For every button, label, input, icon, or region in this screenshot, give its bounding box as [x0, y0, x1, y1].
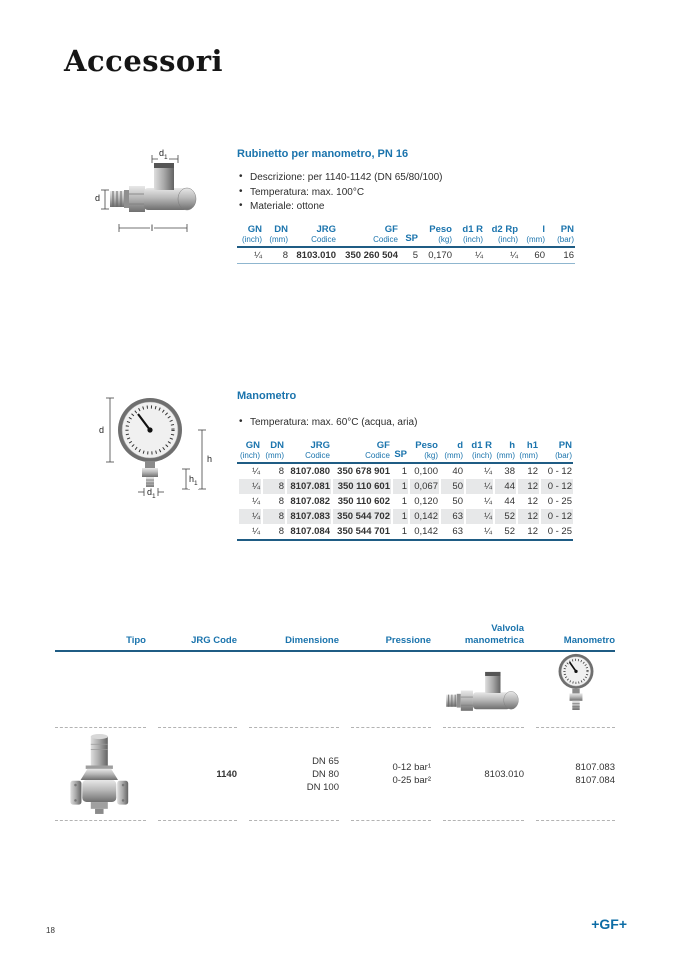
cell: 63 — [439, 509, 464, 524]
page-number: 18 — [46, 926, 55, 935]
manometro-code-value: 8107.083 — [575, 762, 615, 773]
col-header: h (mm) — [493, 441, 516, 464]
valvola-manometrica-cell — [443, 728, 524, 821]
table-row — [237, 524, 573, 540]
col-header: l (mm) — [519, 225, 546, 248]
cell: 8 — [278, 466, 284, 477]
cell: ¼ — [237, 479, 261, 494]
col-header: GN (inch) — [237, 225, 263, 248]
rubinetto-figure — [94, 150, 234, 238]
jrg-code-cell — [158, 728, 237, 821]
cell: 8 — [261, 479, 285, 494]
pressure-reducing-valve-photo — [67, 730, 135, 818]
cell: 12 — [516, 509, 539, 524]
col-header: JRG Codice — [289, 225, 337, 248]
cell: ¼ — [484, 247, 519, 264]
cell: ¼ — [252, 466, 260, 477]
photo-cell-empty — [158, 652, 237, 728]
cell: 0 - 12 — [539, 479, 573, 494]
manometro-code-value: 8107.084 — [575, 775, 615, 786]
col-header: DN (mm) — [263, 225, 289, 248]
dim-label-d: d — [99, 425, 105, 435]
cell: ¼ — [252, 496, 260, 507]
cell: 12 — [527, 496, 538, 507]
cell: 12 — [516, 524, 539, 540]
selection-col-jrg-code: JRG Code — [191, 635, 237, 646]
cell: ¼ — [464, 509, 493, 524]
dim-label-d1: $d_1$ — [159, 148, 168, 161]
col-header: h1 (mm) — [516, 441, 539, 464]
cell: 350 110 602 — [337, 496, 390, 507]
cell: 8 — [261, 524, 285, 540]
photo-cell-empty — [249, 652, 339, 728]
cell: 0,120 — [414, 496, 438, 507]
cell: 8 — [263, 247, 289, 264]
col-header: Peso (kg) — [419, 225, 453, 248]
table-row — [237, 509, 573, 524]
cell: 1 — [391, 524, 408, 540]
cell: 5 — [399, 247, 419, 264]
cell: 38 — [504, 466, 515, 477]
rubinetto-spec-table — [237, 225, 575, 265]
cell: 52 — [493, 524, 516, 540]
manometro-spec-table — [237, 441, 573, 542]
manometro-figure — [96, 388, 216, 500]
dimensione-value: DN 80 — [312, 768, 339, 780]
cell: ¼ — [484, 496, 492, 507]
selection-col-tipo: Tipo — [126, 635, 146, 646]
cell: ¼ — [237, 247, 263, 264]
col-header: PN (bar) — [546, 225, 575, 248]
pressione-value: 0-25 bar² — [392, 775, 431, 786]
cell: 0,142 — [408, 509, 439, 524]
col-header: SP — [399, 225, 419, 248]
page-title: Accessori — [64, 44, 224, 78]
manometro-cell — [536, 728, 615, 821]
cell: 50 — [439, 479, 464, 494]
col-header: d1 R (inch) — [453, 225, 484, 248]
cell: 8107.084 — [285, 524, 331, 540]
col-header: d2 Rp (inch) — [484, 225, 519, 248]
cell: 40 — [452, 466, 463, 477]
cell: 12 — [516, 479, 539, 494]
cell: ¼ — [237, 509, 261, 524]
pressure-gauge-photo — [553, 652, 599, 722]
pressione-cell — [351, 728, 431, 821]
cell: 8107.082 — [290, 496, 330, 507]
cell: 350 110 601 — [331, 479, 391, 494]
cell: 63 — [439, 524, 464, 540]
col-header: d1 R (inch) — [464, 441, 493, 464]
cell: ¼ — [484, 466, 492, 477]
cell: 1 — [391, 479, 408, 494]
cell: 60 — [519, 247, 546, 264]
bullet-item: • Descrizione: per 1140-1142 (DN 65/80/100) — [239, 171, 582, 186]
col-header: GN (inch) — [237, 441, 261, 464]
dimensione-value: DN 65 — [312, 755, 339, 767]
valvola-manometrica-photo — [443, 652, 524, 728]
bullet-item: • Temperatura: max. 60°C (acqua, aria) — [239, 416, 582, 431]
valvola-code-value: 8103.010 — [484, 768, 524, 780]
rubinetto-content — [237, 148, 582, 264]
jrg-code-value: 1140 — [216, 768, 237, 780]
col-header: SP — [391, 441, 408, 464]
manometro-heading: Manometro — [237, 390, 297, 402]
cell: 1 — [391, 509, 408, 524]
cell: 0,142 — [408, 524, 439, 540]
cell: 52 — [493, 509, 516, 524]
manometro-bullets — [239, 416, 582, 431]
bullet-item: • Materiale: ottone — [239, 200, 582, 215]
cell: 0 - 25 — [539, 524, 573, 540]
dim-label-h: h — [207, 454, 213, 464]
cell: ¼ — [464, 524, 493, 540]
col-header: JRG Codice — [285, 441, 331, 464]
cell: 350 544 701 — [331, 524, 391, 540]
cell: 8107.083 — [285, 509, 331, 524]
dimensione-cell — [249, 728, 339, 821]
dimensione-value: DN 100 — [306, 781, 339, 793]
selection-col-dimensione: Dimensione — [285, 635, 339, 646]
cell: 350 260 504 — [337, 247, 399, 264]
cell: 8103.010 — [289, 247, 337, 264]
col-header: GF Codice — [331, 441, 391, 464]
rubinetto-bullets — [239, 171, 582, 215]
cell: 1 — [401, 466, 407, 477]
manometro-photo — [536, 652, 615, 728]
cell: 1 — [401, 496, 407, 507]
cell: 0,067 — [408, 479, 439, 494]
col-header: GF Codice — [337, 225, 399, 248]
table-row — [237, 479, 573, 494]
cell: 12 — [527, 466, 538, 477]
cell: ¼ — [453, 247, 484, 264]
cell: 16 — [546, 247, 575, 264]
table-row — [237, 494, 573, 509]
cell: 0 - 25 — [547, 496, 572, 507]
cell: ¼ — [464, 479, 493, 494]
cell: 44 — [493, 479, 516, 494]
photo-cell-empty — [55, 652, 146, 728]
bullet-item: • Temperatura: max. 100°C — [239, 186, 582, 201]
cell: 0,100 — [414, 466, 438, 477]
selection-col-pressione: Pressione — [385, 635, 431, 646]
cell: 0,170 — [419, 247, 453, 264]
tipo-1140-photo — [55, 728, 146, 821]
cell: 50 — [452, 496, 463, 507]
table-header-row — [237, 225, 575, 248]
photo-cell-empty — [351, 652, 431, 728]
cell: 8 — [278, 496, 284, 507]
cell: 8107.081 — [285, 479, 331, 494]
col-header: Peso (kg) — [408, 441, 439, 464]
dim-label-l: l — [151, 223, 153, 233]
dim-label-h1: $h_1$ — [189, 474, 198, 487]
col-header: DN (mm) — [261, 441, 285, 464]
cell: 350 678 901 — [337, 466, 390, 477]
gauge-valve-photo — [443, 664, 524, 722]
cell: 44 — [504, 496, 515, 507]
cell: 350 544 702 — [331, 509, 391, 524]
cell: 8 — [261, 509, 285, 524]
cell: ¼ — [237, 524, 261, 540]
selection-col-valvola: Valvola manometrica — [464, 623, 524, 646]
selection-table — [55, 623, 625, 821]
table-row — [237, 247, 575, 264]
manometro-content — [237, 388, 582, 541]
col-header: d (mm) — [439, 441, 464, 464]
gf-logo: +GF+ — [591, 916, 627, 932]
rubinetto-heading: Rubinetto per manometro, PN 16 — [237, 148, 409, 160]
cell: 0 - 12 — [547, 466, 572, 477]
cell: 0 - 12 — [539, 509, 573, 524]
dim-label-d1: $d_1$ — [147, 487, 156, 500]
pressione-value: 0-12 bar¹ — [392, 762, 431, 773]
table-row — [237, 463, 573, 479]
selection-col-manometro: Manometro — [563, 635, 615, 646]
cell: 8107.080 — [290, 466, 330, 477]
dim-label-d: d — [95, 193, 101, 203]
table-header-row — [237, 441, 573, 464]
col-header: PN (bar) — [539, 441, 573, 464]
gauge-valve-image — [94, 150, 234, 238]
